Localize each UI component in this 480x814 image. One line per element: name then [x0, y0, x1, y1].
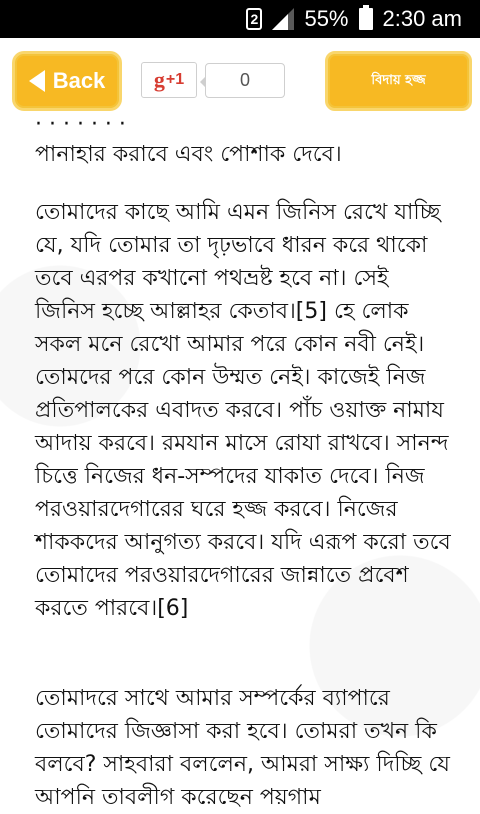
battery-percent: 55%	[304, 6, 349, 31]
back-arrow-icon	[29, 70, 45, 92]
sim-icon: 2	[246, 8, 262, 30]
plus-one-label: +1	[165, 71, 185, 88]
signal-icon	[272, 8, 294, 30]
article-content[interactable]	[0, 112, 480, 810]
plus-one-count: 0	[205, 63, 285, 98]
google-plus-icon: g	[153, 67, 165, 92]
status-bar	[0, 0, 480, 38]
paragraph: তোমাদরে সাথে আমার সম্পর্কের ব্যাপারে তোমাদের জিজ্ঞাসা করা হবে। তোমরা তখন কি বলবে? সাহবারা বললেন, আমরা সাক্ষ্য দিচ্ছি যে আপনি তাবলীগ করেছেন পয়গাম	[35, 686, 450, 810]
clock: 2:30 am	[382, 6, 462, 31]
paragraph: তোমাদের কাছে আমি এমন জিনিস রেখে যাচ্ছি যে, যদি তোমার তা দৃঢ়ভাবে ধারন করে থাকো তবে এরপর কখানো পথভ্রষ্ট হবে না। সেই জিনিস হচ্ছে আল্লাহর কেতাব।[5] হে লোক সকল মনে রেখো আমার পরে কোন নবী নেই। তোমদের পরে কোন উম্মত নেই। কাজেই নিজ প্রতিপালকের এবাদত করবে। পাঁচ ওয়াক্ত নামায আদায় করবে। রমযান মাসে রোযা রাখবে। সানন্দ চিত্তে নিজের ধন-সম্পদের যাকাত দেবে। নিজ পরওয়ারদেগারের ঘরে হজ্জ করবে। নিজের শাককদের আনুগত্য করবে। যদি এরূপ করো তবে তোমাদের পরওয়ারদেগারের জান্নাতে প্রবেশ করতে পারবে।[6]	[35, 200, 451, 621]
partial-line: · · · · · · ·	[35, 112, 126, 137]
back-button[interactable]	[12, 51, 122, 111]
google-plus-one-button[interactable]	[141, 62, 197, 98]
back-button-label: Back	[52, 68, 106, 93]
battery-icon	[359, 8, 373, 30]
paragraph: পানাহার করাবে এবং পোশাক দেবে।	[35, 142, 342, 167]
farewell-hajj-button[interactable]: বিদায় হজ্জ	[325, 51, 472, 111]
